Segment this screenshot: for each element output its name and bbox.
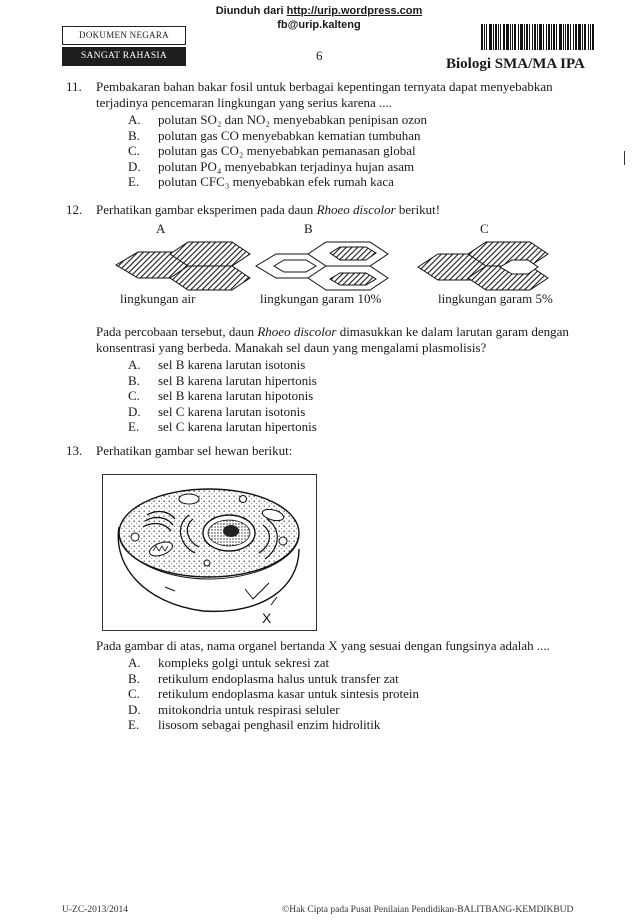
option-b[interactable]: B. polutan gas CO menyebabkan kematian tumbuhan (128, 127, 421, 143)
barcode-bar (532, 24, 533, 50)
caption-b: lingkungan garam 10% (260, 291, 382, 306)
option-d[interactable]: D. mitokondria untuk respirasi seluler (128, 701, 340, 717)
barcode-bar (567, 24, 569, 50)
barcode-bar (510, 24, 511, 50)
option-b[interactable]: B. retikulum endoplasma halus untuk transfer zat (128, 670, 399, 686)
option-a[interactable]: A. kompleks golgi untuk sekresi zat (128, 655, 330, 670)
barcode-bar (506, 24, 509, 50)
barcode-bar (546, 24, 547, 50)
cell-b-inner-1 (274, 260, 316, 272)
option-c[interactable]: C. retikulum endoplasma kasar untuk sintesis protein (128, 686, 420, 701)
question-12-stem: Perhatikan gambar eksperimen pada daun Rhoeo discolor berikut! (96, 202, 441, 217)
barcode-bar (570, 24, 571, 50)
barcode-bar (588, 24, 589, 50)
barcode-bar (559, 24, 562, 50)
animal-cell-figure-box (102, 474, 317, 631)
barcode (481, 24, 595, 50)
question-13-paragraph: Pada gambar di atas, nama organel bertanda X yang sesuai dengan fungsinya adalah .... (96, 638, 550, 653)
option-c[interactable]: C. sel B karena larutan hipotonis (128, 388, 314, 403)
barcode-bar (539, 24, 542, 50)
barcode-bar (548, 24, 550, 50)
barcode-bar (495, 24, 497, 50)
barcode-bar (537, 24, 538, 50)
barcode-bar (565, 24, 566, 50)
barcode-bar (500, 24, 501, 50)
margin-mark (624, 151, 625, 165)
barcode-bar (520, 24, 523, 50)
option-b[interactable]: B. sel B karena larutan hipertonis (128, 372, 317, 388)
question-11-options (128, 112, 427, 190)
leaf-cells-figure (108, 236, 568, 296)
barcode-bar (575, 24, 577, 50)
option-a[interactable]: A. sel B karena larutan isotonis (128, 357, 306, 372)
barcode-bar (578, 24, 581, 50)
caption-c: lingkungan garam 5% (438, 291, 553, 306)
pointer-line-right (271, 597, 277, 605)
source-line: Diunduh dari http://urip.wordpress.com (215, 5, 423, 17)
vesicle-3 (240, 496, 247, 503)
barcode-bar (563, 24, 564, 50)
secret-label: SANGAT RAHASIA (62, 47, 186, 66)
option-e[interactable]: E. polutan CFC₃ menyebabkan efek rumah kaca (128, 174, 394, 189)
cell-b-inner-2 (330, 247, 376, 260)
question-11-number: 11. (66, 79, 82, 94)
option-d[interactable]: D. polutan PO₄ menyebabkan terjadinya hujan asam (128, 158, 415, 174)
barcode-bar (534, 24, 536, 50)
barcode-bar (518, 24, 519, 50)
footer-copyright: ©Hak Cipta pada Pusat Penilaian Pendidikan-BALITBANG-KEMDIKBUD (282, 905, 574, 915)
barcode-bar (512, 24, 513, 50)
footer-code: U-ZC-2013/2014 (62, 905, 128, 915)
question-11-stem: Pembakaran bahan bakar fosil untuk berbagai kepentingan ternyata dapat menyebabkan terjadinya pencemaran lingkungan yang serius karena .... (96, 79, 553, 110)
barcode-bar (489, 24, 492, 50)
barcode-bar (551, 24, 552, 50)
nucleolus (223, 525, 239, 537)
barcode-bar (584, 24, 586, 50)
question-13-number: 13. (66, 443, 83, 458)
cells-b (256, 242, 388, 290)
question-12-options (128, 357, 317, 435)
mitochondrion-3 (179, 494, 199, 504)
question-12-number: 12. (66, 202, 83, 217)
barcode-bar (553, 24, 555, 50)
cell-b-inner-3 (330, 273, 376, 285)
barcode-bar (556, 24, 557, 50)
vesicle-4 (204, 560, 210, 566)
barcode-bar (514, 24, 516, 50)
vesicle-2 (279, 537, 287, 545)
barcode-bar (573, 24, 574, 50)
figure-label-b: B (304, 221, 313, 236)
barcode-bar (590, 24, 591, 50)
barcode-bar (543, 24, 544, 50)
source-link[interactable]: http://urip.wordpress.com (286, 5, 423, 17)
page-number: 6 (316, 48, 323, 63)
cells-a (116, 242, 254, 290)
barcode-bar (486, 24, 487, 50)
cells-c (418, 242, 548, 290)
question-13-options (128, 655, 419, 733)
figure-label-c: C (480, 221, 489, 236)
figure-label-a: A (156, 221, 166, 236)
barcode-bar (503, 24, 505, 50)
option-d[interactable]: D. sel C karena larutan isotonis (128, 403, 306, 419)
barcode-bar (524, 24, 525, 50)
barcode-bar (529, 24, 530, 50)
vesicle-1 (131, 533, 139, 541)
document-label: DOKUMEN NEGARA (62, 26, 186, 45)
barcode-bar (582, 24, 583, 50)
option-a[interactable]: A. polutan SO₂ dan NO₂ menyebabkan penipisan ozon (128, 112, 428, 127)
barcode-bar (484, 24, 485, 50)
x-marker: X (262, 610, 272, 626)
barcode-bar (592, 24, 594, 50)
subject-title: Biologi SMA/MA IPA (446, 56, 585, 72)
option-e[interactable]: E. sel C karena larutan hipertonis (128, 419, 317, 434)
question-12-paragraph: Pada percobaan tersebut, daun Rhoeo discolor dimasukkan ke dalam larutan garam dengan konsentrasi yang berbeda. Manakah sel daun yang mengalami plasmolisis? (96, 324, 569, 355)
question-13-stem: Perhatikan gambar sel hewan berikut: (96, 443, 293, 458)
barcode-bar (481, 24, 483, 50)
barcode-bar (493, 24, 494, 50)
option-e[interactable]: E. lisosom sebagai penghasil enzim hidrolitik (128, 717, 381, 732)
caption-a: lingkungan air (120, 291, 196, 306)
option-c[interactable]: C. polutan gas CO₂ menyebabkan pemanasan global (128, 143, 416, 158)
contact-line: fb@urip.kalteng (277, 19, 361, 31)
barcode-bar (498, 24, 499, 50)
animal-cell-drawing (103, 475, 316, 630)
barcode-bar (526, 24, 528, 50)
